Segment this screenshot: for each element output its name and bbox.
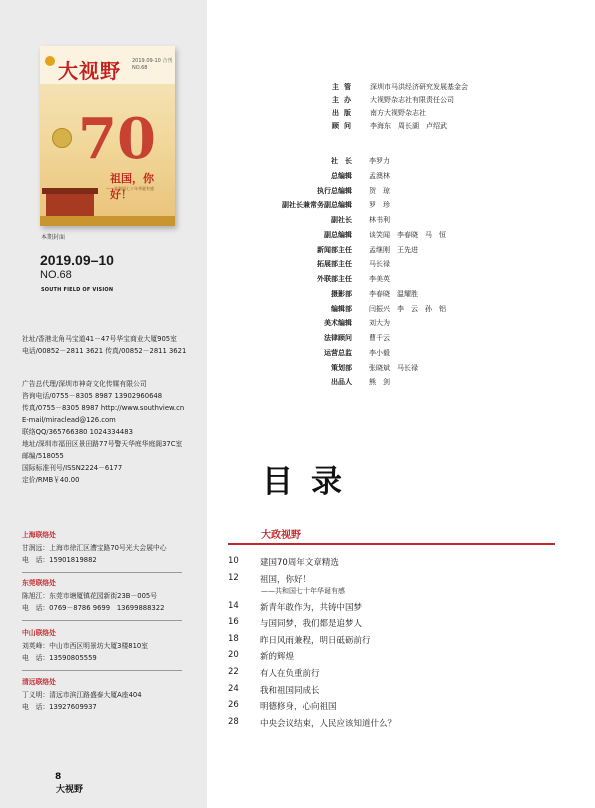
staff-role: 法律顾问 [324,334,352,342]
staff-row [250,257,390,272]
staff-role: 执行总编辑 [317,186,352,195]
staff-role: 副社长兼常务副总编辑 [282,201,352,210]
contact-line: 传真/0755－8305 8987 http://www.southview.cn [22,404,185,412]
cover-image[interactable] [40,46,175,226]
magazine-tagline: SOUTH FIELD OF VISION [41,287,114,293]
staff-role: 摄影部 [331,289,352,298]
contact-line: 联络QQ/365766380 1024334483 [22,428,133,436]
contact-line: 国际标准刊号/ISSN2224－6177 [22,464,123,472]
staff-names: 刘大为 [369,319,390,328]
section-heading: 大政视野 [261,530,301,541]
staff-row [250,375,390,390]
toc-page: 20 [228,650,239,661]
staff-row [250,154,390,169]
section-divider [228,543,555,545]
staff-names: 贺 琼 [369,186,390,195]
toc-page: 10 [228,556,239,566]
staff-role: 策划部 [331,363,352,372]
office-row: 丁义明：清远市滨江路盛泰大厦A座404 [22,691,142,699]
staff-names: 张晓斌 马长禄 [369,363,418,372]
masthead-value: 深圳市马洪经济研究发展基金会 [370,83,468,91]
office-row: 电 话：0769－8786 9699 13699888322 [22,604,165,612]
toc-entry[interactable] [228,601,568,618]
toc-title: 昨日风雨兼程，明日砥砺前行 [260,635,371,646]
cover-issue-no: NO.68 [132,65,148,71]
masthead-row [310,107,426,120]
issue-number: NO.68 [40,269,72,281]
staff-row [250,361,418,376]
office-zhongshan [22,627,182,671]
staff-role: 社 长 [331,157,352,165]
masthead-value: 大视野杂志社有限责任公司 [370,96,454,104]
masthead-row [310,120,447,133]
toc-entry[interactable] [228,634,568,651]
toc-title: 新的辉煌 [260,652,295,663]
staff-names: 孟继刚 王先进 [369,245,418,254]
contact-line: 电话/00852－2811 3621 传真/00852－2811 3621 [22,347,187,355]
staff-names: 闫振兴 李 云 孙 铝 [369,304,446,313]
masthead-row [310,94,454,107]
masthead-value: 李海东 周长湖 卢绍武 [370,122,447,130]
staff-names: 李春晓 温耀胜 [369,289,418,298]
staff-row [250,346,390,361]
toc-page: 16 [228,617,239,628]
staff-role: 拓展部主任 [317,260,352,269]
issue-date: 2019.09–10 [40,252,114,268]
contact-line: 广告总代理/深圳市神奇文化传媒有限公司 [22,380,147,388]
staff-role: 副总编辑 [324,230,352,239]
cover-caption: 本期封面 [41,234,66,241]
toc-title: 祖国，你好！ [260,574,312,585]
divider [22,670,182,671]
office-row: 电 话：13927609937 [22,703,97,711]
toc-entry[interactable] [228,556,568,573]
divider [22,572,182,573]
toc-title: 建国70周年文章精选 [260,558,339,568]
toc-title: 新青年敢作为，共铸中国梦 [260,602,363,613]
staff-role: 外联部主任 [317,275,352,283]
office-row: 陈旭江：东莞市塘厦镇花园新街23B－005号 [22,592,158,600]
staff-row [250,198,390,213]
contact-line: E-mail/miraclead@126.com [22,416,116,424]
toc-page: 14 [228,600,239,611]
toc-page: 28 [228,716,239,727]
toc-entry[interactable] [228,667,568,684]
staff-row [250,316,390,331]
masthead-value: 南方大视野杂志社 [370,109,426,117]
staff-row [250,302,446,317]
staff-row [250,272,390,287]
masthead [310,81,468,133]
toc-entry[interactable] [228,684,568,701]
masthead-row [310,81,468,94]
staff-names: 马长禄 [369,260,390,269]
toc-heading: 目录 [262,464,360,500]
office-row: 刘英峰：中山市西区明景坊大厦3楼810室 [22,642,149,650]
page-number: 8 [55,772,62,782]
toc-subtitle [228,586,568,601]
toc-page: 12 [228,572,239,583]
contact-line: 定价/RMB￥40.00 [22,476,80,484]
office-row: 电 话：15901819882 [22,556,97,564]
toc-page: 22 [228,666,239,677]
staff-names: 曹千云 [369,334,390,342]
cover-badge-icon [45,56,55,66]
cover-headline: 祖国，你好！ [110,172,154,201]
divider [22,620,182,621]
party-emblem-icon [52,128,72,148]
staff-row [250,228,446,243]
toc-title: 与国同梦，我们都是追梦人 [260,619,363,630]
toc-page: 24 [228,683,239,694]
toc-subtitle-text: ——共和国七十年华诞有感 [261,586,345,595]
toc-list [228,556,568,733]
staff-list [250,154,446,390]
staff-names: 孟澳林 [369,171,390,180]
staff-names: 李美英 [369,275,390,283]
office-title: 清远联络处 [22,678,56,686]
cover-issue-line: 2019.09-10 合刊 [132,58,173,64]
toc-page: 26 [228,700,239,711]
staff-names: 罗 珍 [369,201,390,210]
office-title: 上海联络处 [22,531,56,539]
contact-line: 邮编/518055 [22,452,64,460]
contact-block-ad [22,378,184,486]
office-row: 甘润远：上海市徐汇区漕宝路70号光大会展中心 [22,544,167,552]
office-qingyuan [22,676,142,713]
staff-names: 李罗力 [369,157,390,165]
staff-row [250,169,390,184]
staff-row [250,331,390,346]
masthead-label: 出版 [332,109,356,117]
office-title: 东莞联络处 [22,579,56,587]
toc-title: 我和祖国同成长 [260,685,320,696]
cover-subline: ——共和国七十年华诞有感 [106,186,154,191]
staff-row [250,287,418,302]
toc-page: 18 [228,633,239,644]
contact-line: 地址/深圳市福田区景田路77号警天华庭华庭阁37C室 [22,440,183,448]
staff-row [250,243,418,258]
toc-entry[interactable] [228,700,568,717]
toc-entry[interactable] [228,717,568,734]
staff-role: 运营总监 [324,348,352,357]
toc-title: 有人在负重前行 [260,668,320,679]
staff-role: 新闻部主任 [317,245,352,254]
office-dongguan [22,577,182,621]
staff-names: 林书利 [369,216,390,224]
masthead-label: 主管 [332,83,356,91]
office-title: 中山联络处 [22,629,56,637]
cover-issue [132,58,172,72]
footer-logo: 大视野 [56,785,84,795]
staff-names: 谈笑闻 李春晓 马 恒 [369,230,446,239]
cover-logo: 大视野 [58,59,121,83]
toc-entry[interactable] [228,650,568,667]
staff-role: 出品人 [331,378,352,387]
toc-entry[interactable] [228,573,568,586]
staff-names: 熊 剑 [369,378,390,387]
cover-bottom-band [40,216,175,226]
staff-names: 李小毅 [369,348,390,357]
staff-row [250,184,390,199]
staff-row [250,213,390,228]
toc-entry[interactable] [228,617,568,634]
tiananmen-graphic [46,194,94,216]
toc-title: 中央会议结束，人民应该知道什么？ [260,718,397,729]
staff-role: 美术编辑 [324,319,352,328]
staff-role: 编辑部 [331,304,352,313]
masthead-label: 主办 [332,96,356,104]
office-row: 电 话：13590805559 [22,654,97,662]
toc-title: 明德修身，心向祖国 [260,702,337,713]
masthead-label: 顾问 [332,122,356,130]
contact-block-hk [22,333,186,357]
cover-big-number: 70 [78,106,156,172]
staff-role: 副社长 [331,216,352,224]
contact-line: 社址/香港北角马宝道41－47号华宝商业大厦905室 [22,335,177,343]
staff-role: 总编辑 [331,171,352,180]
office-shanghai [22,529,182,573]
left-sidebar [0,0,207,808]
contact-line: 咨询电话/0755－8305 8987 13902960648 [22,392,163,400]
